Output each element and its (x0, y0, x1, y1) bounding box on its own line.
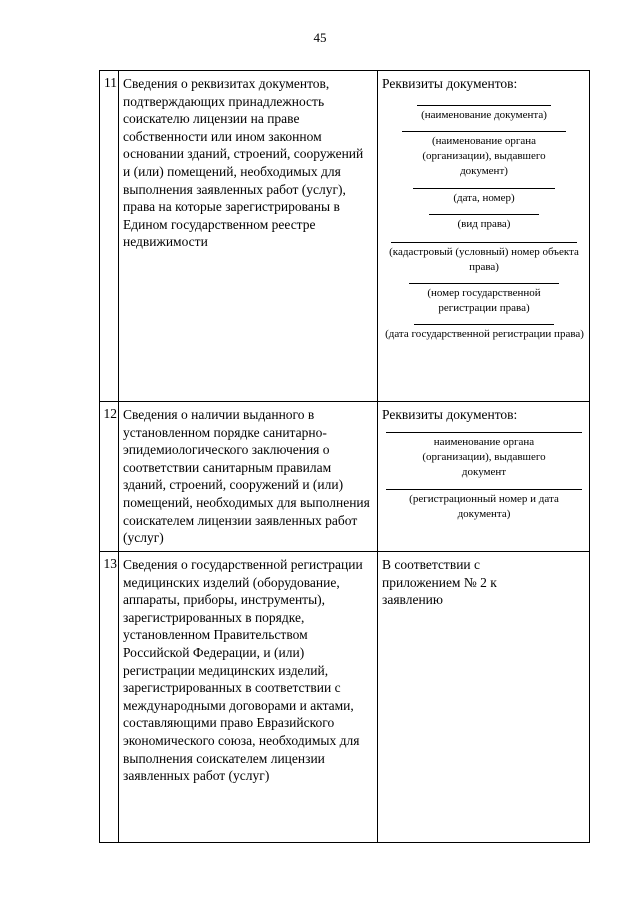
blank-field (382, 188, 586, 206)
fill-line (414, 324, 554, 325)
row-description: Сведения о государственной регистрации медицинских изделий (оборудование, аппараты, приборы, инструменты), зарегистрированных в порядке, установленном Правительством Российской Федерации, и (или) регистрации медицинских изделий, зарегистрированных в соответствии с международными договорами и актами, составляющими право Евразийского экономического союза, необходимых для выполнения соискателем лицензии заявленных работ (услуг) (119, 552, 378, 843)
requisites-title: Реквизиты документов: (382, 76, 518, 91)
fill-line (386, 489, 582, 490)
blank-field (382, 432, 586, 480)
requisites-title: Реквизиты документов: (382, 407, 518, 422)
field-caption: (дата государственной регистрации права) (385, 328, 584, 340)
table-row (100, 552, 590, 843)
blank-field (382, 214, 586, 232)
blank-field (382, 489, 586, 522)
field-caption: (номер государственной регистрации права) (427, 287, 541, 314)
fill-line (413, 188, 555, 189)
fill-line (429, 214, 539, 215)
blank-field (382, 283, 586, 316)
blank-field (382, 131, 586, 179)
requisites-text: В соответствии с приложением № 2 к заявлению (382, 557, 497, 607)
row-number: 12 (100, 402, 119, 552)
blank-field (382, 105, 586, 123)
field-caption: наименование органа (организации), выдавшего документ (422, 436, 546, 478)
blank-field (382, 324, 586, 342)
page-number: 45 (313, 30, 327, 45)
table-row (100, 71, 590, 402)
row-number: 11 (100, 71, 119, 402)
row-description: Сведения о реквизитах документов, подтверждающих принадлежность соискателю лицензии на праве собственности или ином законном основании зданий, строений, сооружений и (или) помещений, необходимых для выполнения заявленных работ (услуг), права на которые зарегистрированы в Едином государственном реестре недвижимости (119, 71, 378, 402)
fill-line (402, 131, 566, 132)
field-caption: (вид права) (457, 218, 511, 230)
blank-field (382, 242, 586, 275)
row-number: 13 (100, 552, 119, 843)
field-caption: (регистрационный номер и дата документа) (409, 493, 559, 520)
row-description: Сведения о наличии выданного в установленном порядке санитарно-эпидемиологического заключения о соответствии санитарным правилам зданий, строений, сооружений и (или) помещений, необходимых для выполнения соискателем лицензии заявленных работ (услуг) (119, 402, 378, 552)
requisites-cell (378, 402, 590, 552)
fill-line (409, 283, 559, 284)
table-row (100, 402, 590, 552)
fill-line (386, 432, 582, 433)
field-caption: (дата, номер) (453, 192, 515, 204)
field-caption: (кадастровый (условный) номер объекта права) (389, 246, 579, 273)
requisites-cell (378, 552, 590, 843)
fill-line (391, 242, 577, 243)
field-caption: (наименование органа (организации), выдавшего документ) (422, 135, 546, 177)
requisites-cell (378, 71, 590, 402)
field-caption: (наименование документа) (421, 109, 547, 121)
requirements-table (99, 70, 590, 843)
fill-line (417, 105, 551, 106)
